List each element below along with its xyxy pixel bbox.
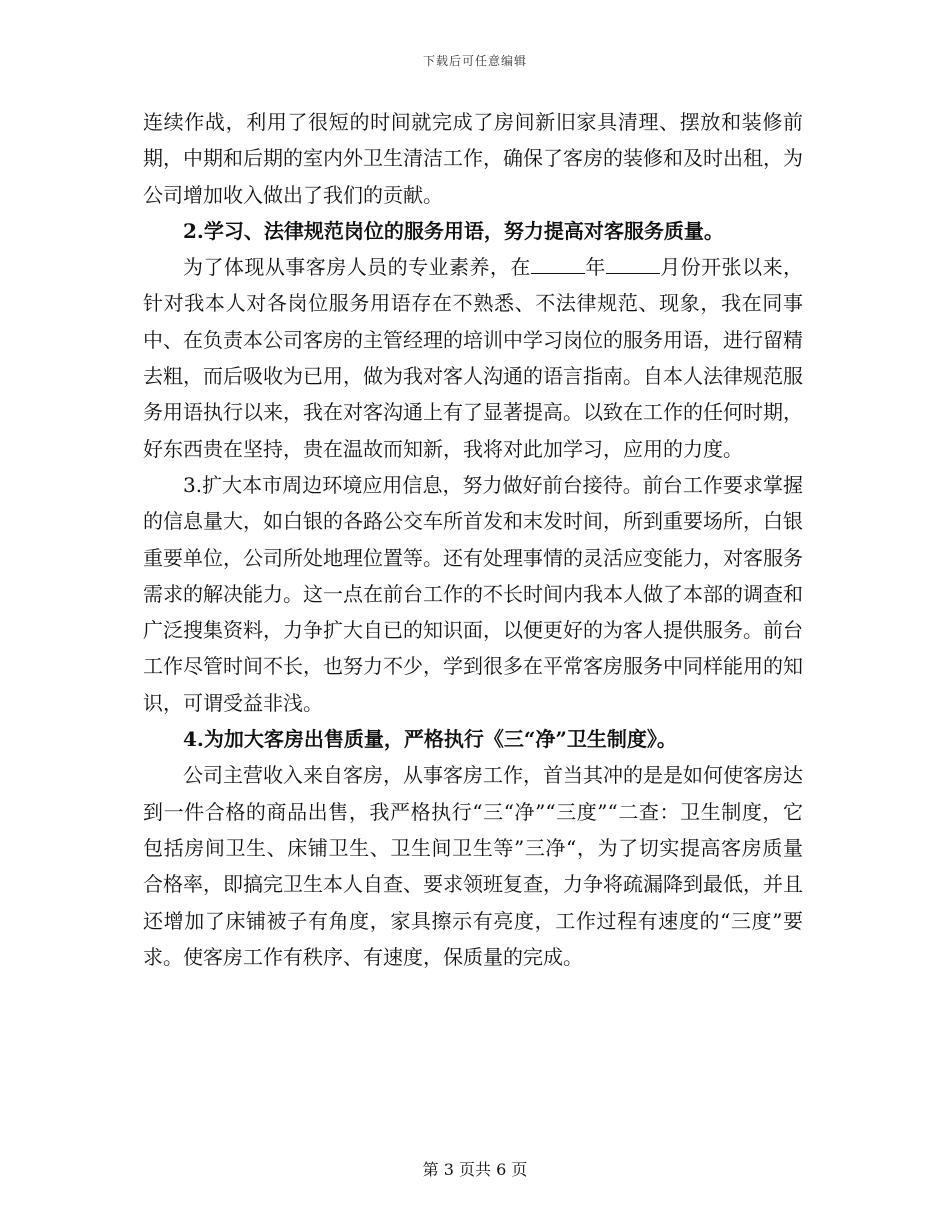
section-heading-2: 2.学习、法律规范岗位的服务用语，努力提高对客服务质量。 — [183, 218, 724, 243]
blank-fill-line — [531, 255, 585, 274]
document-body — [143, 104, 803, 975]
blank-fill-line — [606, 255, 660, 274]
paragraph-service-language — [143, 249, 803, 467]
page-footer: 第 3 页共 6 页 — [422, 1160, 528, 1179]
paragraph-hygiene-system: 公司主营收入来自客房，从事客房工作，首当其冲的是是如何使客房达到一件合格的商品出售，我严格执行“三“净”“三度”“二查：卫生制度，它包括房间卫生、床铺卫生、卫生间卫生等”三净“，为了切实提高客房质量合格率，即搞完卫生本人自查、要求领班复查，力争将疏漏降到最低，并且还增加了床铺被子有角度，家具擦示有亮度，工作过程有速度的“三度”要求。使客房工作有秩序、有速度，保质量的完成。 — [143, 763, 803, 969]
section-heading-4: 4.为加大客房出售质量，严格执行《三“净”卫生制度》。 — [183, 727, 677, 752]
page-header: 下载后可任意编辑 — [422, 54, 527, 68]
paragraph-text-part: 为了体现从事客房人员的专业素养，在 — [183, 255, 531, 280]
paragraph-text-part: 月份开张以来，针对我本人对各岗位服务用语存在不熟悉、不法律规范、现象，我在同事中、在负责本公司客房的主管经理的培训中学习岗位的服务用语，进行留精去粗，而后吸收为已用，做为我对客人沟通的语言指南。自本人法律规范服务用语执行以来，我在对客沟通上有了显著提高。以致在工作的任何时期，好东西贵在坚持，贵在温故而知新，我将对此加学习，应用的力度。 — [143, 255, 804, 461]
paragraph-text-part: 年 — [584, 255, 606, 280]
paragraph-continuation: 连续作战，利用了很短的时间就完成了房间新旧家具清理、摆放和装修前期，中期和后期的室内外卫生清洁工作，确保了客房的装修和及时出租，为公司增加收入做出了我们的贡献。 — [143, 110, 803, 207]
paragraph-front-desk: 3.扩大本市周边环境应用信息，努力做好前台接待。前台工作要求掌握的信息量大，如白银的各路公交车所首发和末发时间，所到重要场所，白银重要单位，公司所处地理位置等。还有处理事情的灵活应变能力，对客服务需求的解决能力。这一点在前台工作的不长时间内我本人做了本部的调查和广泛搜集资料，力争扩大自已的知识面，以便更好的为客人提供服务。前台工作尽管时间不长，也努力不少，学到很多在平常客房服务中同样能用的知识，可谓受益非浅。 — [143, 472, 803, 715]
